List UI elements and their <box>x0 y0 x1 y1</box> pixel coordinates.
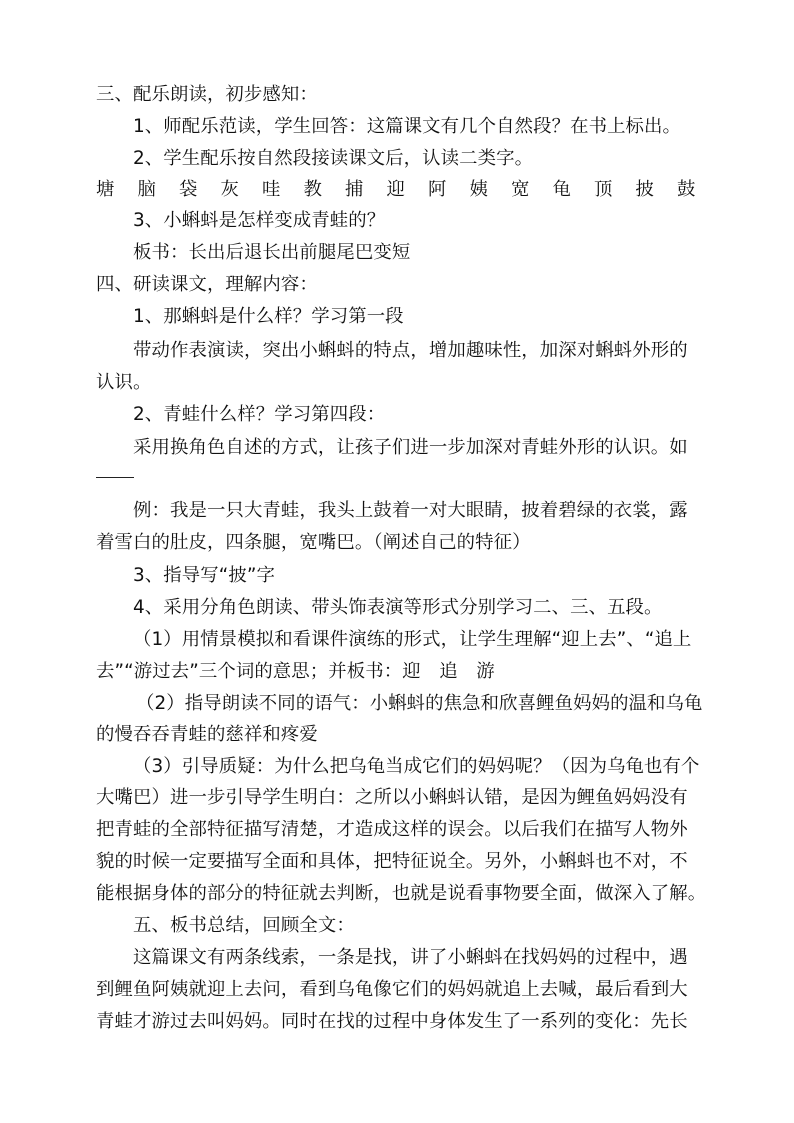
paragraph: 的慢吞吞青蛙的慈祥和疼爱 <box>96 724 318 745</box>
vocab-char: 脑 <box>137 179 156 200</box>
section-heading-4: 四、研读课文，理解内容： <box>96 274 318 295</box>
paragraph: 采用换角色自述的方式，让孩子们进一步加深对青蛙外形的认识。如 <box>133 437 688 458</box>
paragraph: 着雪白的肚皮，四条腿，宽嘴巴。（阐述自己的特征） <box>96 532 531 553</box>
vocab-char: 披 <box>635 179 654 200</box>
paragraph: 貌的时候一定要描写全面和具体，把特征说全。另外，小蝌蚪也不对，不 <box>96 851 688 872</box>
paragraph: 3、指导写“披”字 <box>133 565 275 586</box>
paragraph: 到鲤鱼阿姨就迎上去问，看到乌龟像它们的妈妈就追上去喊，最后看到大 <box>96 979 688 1000</box>
vocab-char: 教 <box>303 179 322 200</box>
vocab-char: 捕 <box>345 179 364 200</box>
paragraph: 带动作表演读，突出小蝌蚪的特点，增加趣味性，加深对蝌蚪外形的 <box>133 340 688 361</box>
paragraph: 板书：长出后退长出前腿尾巴变短 <box>133 242 411 263</box>
vocab-char: 迎 <box>386 179 405 200</box>
paragraph: （1）用情景模拟和看课件演练的形式，让学生理解“迎上去”、“追上 <box>133 629 692 650</box>
vocab-char: 姨 <box>469 179 488 200</box>
paragraph: 3、小蝌蚪是怎样变成青蛙的？ <box>133 210 386 231</box>
vocabulary-characters <box>96 174 719 205</box>
paragraph: 4、采用分角色朗读、带头饰表演等形式分别学习二、三、五段。 <box>133 597 663 618</box>
paragraph: 2、青蛙什么样？学习第四段： <box>133 404 386 425</box>
paragraph: （2）指导朗读不同的语气：小蝌蚪的焦急和欣喜鲤鱼妈妈的温和乌龟 <box>136 693 703 714</box>
vocab-char: 鼓 <box>677 179 696 200</box>
vocab-char: 宽 <box>511 179 530 200</box>
paragraph: 青蛙才游过去叫妈妈。同时在找的过程中身体发生了一系列的变化：先长 <box>96 1011 688 1032</box>
paragraph: 1、那蝌蚪是什么样？学习第一段 <box>133 306 404 327</box>
paragraph: 大嘴巴）进一步引导学生明白：之所以小蝌蚪认错，是因为鲤鱼妈妈没有 <box>96 787 688 808</box>
paragraph: 2、学生配乐按自然段接读课文后，认读二类字。 <box>133 148 534 169</box>
paragraph: 去”“游过去”三个词的意思；并板书：迎 追 游 <box>96 661 495 682</box>
paragraph: 1、师配乐范读，学生回答：这篇课文有几个自然段？在书上标出。 <box>133 116 682 137</box>
vocab-char: 灰 <box>220 179 239 200</box>
section-heading-5: 五、板书总结，回顾全文： <box>133 915 355 936</box>
section-heading-3: 三、配乐朗读，初步感知： <box>96 84 318 105</box>
paragraph: 能根据身体的部分的特征就去判断，也就是说看事物要全面，做深入了解。 <box>96 883 707 904</box>
vocab-char: 袋 <box>179 179 198 200</box>
dash-rule <box>96 477 134 478</box>
vocab-char: 龟 <box>552 179 571 200</box>
vocab-char: 阿 <box>428 179 447 200</box>
paragraph: （3）引导质疑：为什么把乌龟当成它们的妈妈呢？（因为乌龟也有个 <box>133 756 700 777</box>
paragraph: 认识。 <box>96 372 152 393</box>
vocab-char: 顶 <box>594 179 613 200</box>
vocab-char: 哇 <box>262 179 281 200</box>
paragraph: 例：我是一只大青蛙，我头上鼓着一对大眼睛，披着碧绿的衣裳，露 <box>133 500 688 521</box>
paragraph: 把青蛙的全部特征描写清楚，才造成这样的误会。以后我们在描写人物外 <box>96 819 688 840</box>
paragraph: 这篇课文有两条线索，一条是找，讲了小蝌蚪在找妈妈的过程中，遇 <box>133 947 688 968</box>
vocab-char: 塘 <box>96 179 115 200</box>
